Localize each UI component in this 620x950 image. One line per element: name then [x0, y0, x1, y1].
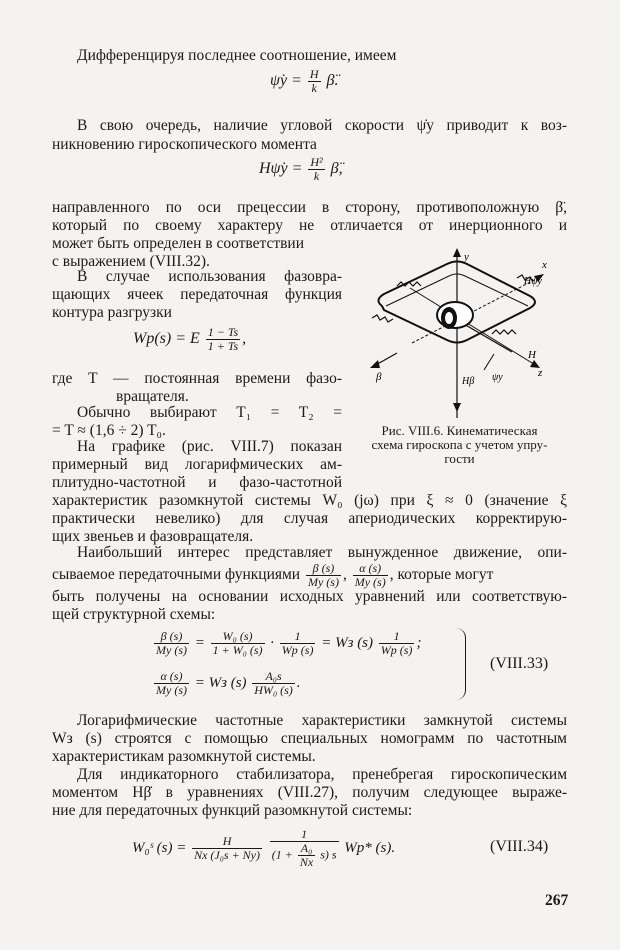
eq1-lhs: ψ̇y =	[270, 72, 302, 90]
para6-line: = T ≈ (1,6 ÷ 2) T₀.	[52, 422, 166, 439]
para9-frac-alpha	[353, 562, 388, 589]
page-number: 267	[545, 892, 569, 909]
frac-num: α (s)	[353, 562, 388, 576]
gyroscope-diagram	[352, 248, 567, 420]
frac-num: α (s)	[154, 670, 189, 684]
eq1-rhs: β̈.	[326, 72, 339, 90]
frac-num: β (s)	[154, 630, 189, 644]
label-z: z	[538, 367, 543, 379]
para5-line: где T — постоянная времени фазо-	[52, 370, 342, 387]
equation-4-line1	[152, 630, 421, 657]
rotor-hub	[445, 312, 453, 324]
eq1-fraction	[308, 68, 321, 95]
para8-line: щих звеньев и фазовращателя.	[52, 528, 254, 545]
para3-line: может быть определен в соответствии	[52, 235, 305, 252]
para7-line: На графике (рис. VIII.7) показан	[77, 438, 342, 455]
para6-line: Обычно выбирают T₁ = T₂ =	[77, 404, 342, 421]
frac	[154, 670, 189, 697]
frac-num: β (s)	[306, 562, 341, 576]
para10-line: характеристикам разомкнутой системы.	[52, 748, 316, 765]
frac	[211, 630, 265, 657]
para9-line-with-fracs: сываемое передаточными функциями $\frac{\beta (s)}{My (s)}$ , $\frac{\alpha (s)}{My (s)}$ , которые могут	[52, 561, 494, 589]
para11-line: моментом Hβ̇ в уравнениях (VIII.27), получим следующее выраже-	[52, 784, 567, 801]
para9-line: быть получены на основании исходных уравнений или соответствую-	[52, 588, 567, 605]
eq2-num: H²	[310, 155, 323, 169]
para9-frac-beta	[306, 562, 341, 589]
caption-line: гости	[444, 451, 475, 466]
frac-den: Nx	[299, 855, 314, 869]
spring-2	[492, 330, 516, 334]
hbeta-arrow	[453, 403, 461, 412]
equation-2	[259, 156, 343, 183]
frac-num: 1	[270, 828, 339, 842]
eq1-den: k	[311, 81, 317, 95]
para2-line: никновению гироскопического момента	[52, 136, 317, 153]
frac-num: H	[192, 835, 262, 849]
frac	[154, 630, 189, 657]
label-y: y	[464, 251, 469, 263]
den-part: 1 +	[275, 847, 293, 862]
para4-line: В случае использования фазовра-	[77, 268, 342, 285]
frac	[379, 630, 415, 657]
eq1-num: H	[309, 67, 319, 81]
frac-num: 1	[379, 630, 415, 644]
frac	[252, 670, 295, 697]
equation-4-label: (VIII.33)	[490, 655, 549, 672]
para9-line: Наибольший интерес представляет вынужденное движение, опи-	[77, 544, 567, 561]
eq4-op: .	[296, 674, 301, 691]
eq3-lhs: Wp(s) = E	[133, 330, 200, 348]
eq4-op: = Wз (s)	[194, 674, 247, 691]
z-axis-line	[410, 288, 537, 366]
frac-den: My (s)	[307, 575, 339, 589]
spring-3	[372, 315, 393, 322]
equation-4-line2	[152, 670, 301, 697]
frac-den: My (s)	[156, 683, 187, 697]
para4-line: контура разгрузки	[52, 304, 172, 321]
para9-text: , которые могут	[389, 566, 494, 584]
para10-line: Логарифмические частотные характеристики замкнутой системы	[77, 712, 567, 729]
frac-num: A₀	[298, 842, 315, 856]
eq5-frac1	[192, 835, 262, 862]
eq5-frac2	[270, 828, 339, 869]
eq2-den: k	[313, 169, 320, 183]
eq3-num: 1 − Ts	[207, 325, 239, 339]
eq5-lhs: W₀ˢ (s) =	[132, 839, 187, 856]
para7-line: примерный вид логарифмических ам-	[52, 456, 342, 473]
equation-5-label: (VIII.34)	[490, 838, 549, 855]
eq4-op: = Wз (s)	[321, 634, 374, 651]
caption-line: Рис. VIII.6. Кинематическая	[381, 423, 538, 438]
label-psi: ψy	[492, 372, 503, 383]
para2-line: В свою очередь, наличие угловой скорости ψ̇y приводит к воз-	[77, 117, 567, 134]
eq2-fraction	[308, 156, 324, 183]
frac-den: My (s)	[354, 575, 386, 589]
frac-den: Nx (J₀s + Ny)	[194, 848, 260, 862]
label-hbeta: Hβ	[462, 376, 475, 387]
eq3-den: 1 + Ts	[207, 339, 239, 353]
para11-line: ние для передаточных функций разомкнутой системы:	[52, 802, 413, 819]
equation-5	[132, 828, 395, 869]
para8-line: практически невелико) для случая апериодических корректирую-	[52, 510, 567, 527]
caption-line: схема гироскопа с учетом упру-	[371, 437, 548, 452]
label-beta: β	[376, 371, 382, 383]
frac-den: HW₀ (s)	[254, 683, 293, 697]
para11-line: Для индикаторного стабилизатора, пренебрегая гироскопическим	[77, 766, 567, 783]
para3-line: который по своему характеру не отличается от инерционного и	[52, 217, 567, 234]
psi-line	[484, 354, 494, 370]
den-part: s	[320, 847, 325, 862]
para3-line: с выражением (VIII.32).	[52, 253, 210, 270]
para10-line: Wз (s) строятся с помощью специальных номограмм по частотным	[52, 730, 567, 747]
y-axis-arrow	[453, 248, 461, 257]
eq4-op: ;	[416, 634, 422, 651]
eq2-rhs: β̈,	[330, 160, 343, 178]
beta-arrow	[370, 360, 380, 368]
system-brace	[455, 628, 466, 700]
frac-den: My (s)	[156, 643, 187, 657]
label-x: x	[542, 259, 547, 271]
eq4-op: ·	[270, 634, 275, 651]
eq3-rhs: ,	[242, 330, 247, 348]
eq2-lhs: Hψ̇y =	[259, 160, 303, 178]
den-part: s	[331, 847, 337, 862]
label-h: H	[528, 349, 536, 361]
para4-line: щающих ячеек передаточная функция	[52, 286, 342, 303]
label-hpsi: Hψy	[524, 276, 542, 287]
figure-caption	[352, 424, 567, 466]
frac-num: A₀s	[252, 670, 295, 684]
eq4-op: =	[194, 634, 205, 651]
frac-den: (1 + $\frac{\text{A₀}}{Nx}$ s) s	[271, 841, 337, 869]
frac-den: Wp (s)	[380, 643, 413, 657]
inner-frac	[298, 842, 315, 869]
equation-1	[270, 68, 338, 95]
frac-den: 1 + W₀ (s)	[212, 643, 263, 657]
frac-num: W₀ (s)	[211, 630, 265, 644]
para9-text: сываемое передаточными функциями	[52, 566, 301, 584]
frac	[280, 630, 316, 657]
frac-den: Wp (s)	[281, 643, 314, 657]
para3-line: направленного по оси прецессии в сторону, противоположную β̈,	[52, 199, 567, 216]
para9-line: щей структурной схемы:	[52, 606, 216, 623]
equation-3	[133, 326, 246, 353]
frac-num: 1	[280, 630, 316, 644]
para7-line: плитудно-частотной и фазо-частотной	[52, 474, 342, 491]
para8-line: характеристик разомкнутой системы W₀ (jω) при ξ ≈ 0 (значение ξ	[52, 492, 567, 509]
para1-line: Дифференцируя последнее соотношение, имеем	[77, 47, 397, 64]
eq3-fraction	[206, 326, 240, 353]
eq5-rhs: Wp* (s).	[344, 839, 396, 856]
para5-line: вращателя.	[116, 388, 189, 405]
